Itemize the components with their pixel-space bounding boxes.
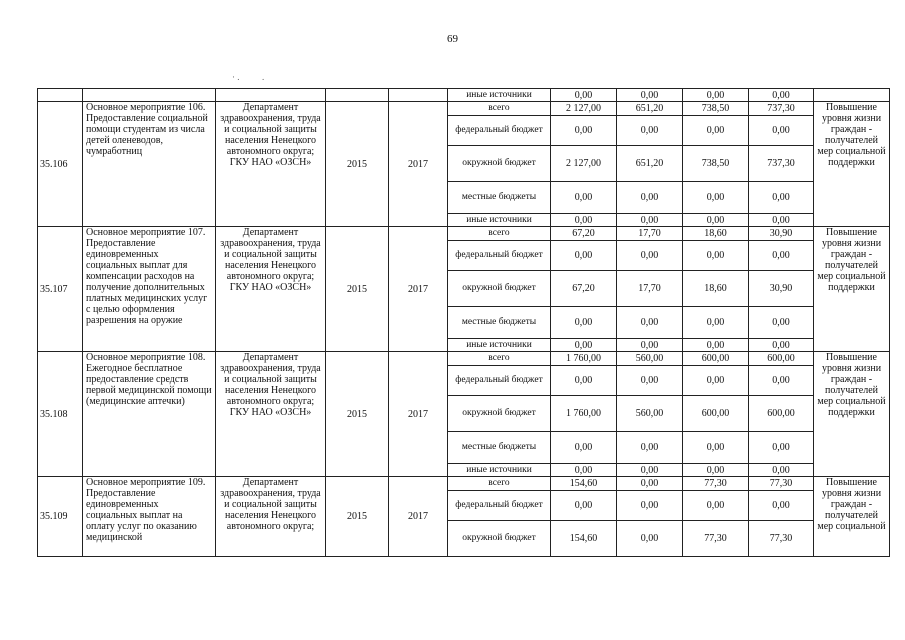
value-cell: 0,00 <box>617 116 683 146</box>
table-row <box>38 227 890 241</box>
value-cell: 0,00 <box>683 339 749 352</box>
scan-artifact: · . <box>232 72 240 82</box>
table-row <box>38 89 890 102</box>
measure-name: Основное мероприятие 106. Предоставление социальной помощи студентам из числа детей оленеводов, чумработниц <box>83 102 216 227</box>
measure-code: 35.108 <box>38 352 83 477</box>
value-cell: 0,00 <box>683 182 749 214</box>
program-table <box>37 88 890 557</box>
value-cell: 0,00 <box>551 116 617 146</box>
value-cell: 0,00 <box>551 464 617 477</box>
source-cell: иные источники <box>448 89 551 102</box>
source-cell: иные источники <box>448 464 551 477</box>
value-cell: 0,00 <box>683 491 749 521</box>
page-number: 69 <box>447 33 458 45</box>
source-cell: федеральный бюджет <box>448 116 551 146</box>
value-cell: 600,00 <box>749 352 814 366</box>
year-start: 2015 <box>326 352 389 477</box>
value-cell: 30,90 <box>749 227 814 241</box>
executor: Департамент здравоохранения, труда и социальной защиты населения Ненецкого автономного округа; ГКУ НАО «ОЗСН» <box>216 352 326 477</box>
value-cell: 0,00 <box>617 241 683 271</box>
value-cell: 0,00 <box>683 89 749 102</box>
source-cell: местные бюджеты <box>448 432 551 464</box>
value-cell: 0,00 <box>683 116 749 146</box>
year-end: 2017 <box>389 477 448 557</box>
table-row <box>38 477 890 491</box>
value-cell: 651,20 <box>617 146 683 182</box>
value-cell: 600,00 <box>683 396 749 432</box>
value-cell: 154,60 <box>551 477 617 491</box>
empty-cell <box>38 89 83 102</box>
value-cell: 0,00 <box>617 307 683 339</box>
value-cell: 18,60 <box>683 271 749 307</box>
value-cell: 0,00 <box>749 366 814 396</box>
value-cell: 0,00 <box>617 477 683 491</box>
source-cell: окружной бюджет <box>448 146 551 182</box>
value-cell: 0,00 <box>683 307 749 339</box>
value-cell: 738,50 <box>683 146 749 182</box>
value-cell: 0,00 <box>749 116 814 146</box>
value-cell: 0,00 <box>683 464 749 477</box>
value-cell: 0,00 <box>551 366 617 396</box>
source-cell: местные бюджеты <box>448 182 551 214</box>
executor: Департамент здравоохранения, труда и социальной защиты населения Ненецкого автономного округа; ГКУ НАО «ОЗСН» <box>216 102 326 227</box>
empty-cell <box>389 89 448 102</box>
value-cell: 0,00 <box>617 89 683 102</box>
value-cell: 0,00 <box>551 491 617 521</box>
value-cell: 0,00 <box>617 366 683 396</box>
table-row <box>38 352 890 366</box>
value-cell: 560,00 <box>617 352 683 366</box>
value-cell: 0,00 <box>551 182 617 214</box>
value-cell: 30,90 <box>749 271 814 307</box>
empty-cell <box>814 89 890 102</box>
value-cell: 0,00 <box>551 339 617 352</box>
measure-code: 35.106 <box>38 102 83 227</box>
value-cell: 2 127,00 <box>551 146 617 182</box>
value-cell: 737,30 <box>749 102 814 116</box>
value-cell: 1 760,00 <box>551 352 617 366</box>
source-cell: окружной бюджет <box>448 271 551 307</box>
source-cell: всего <box>448 227 551 241</box>
source-cell: всего <box>448 102 551 116</box>
source-cell: иные источники <box>448 214 551 227</box>
source-cell: окружной бюджет <box>448 396 551 432</box>
value-cell: 0,00 <box>749 491 814 521</box>
value-cell: 0,00 <box>749 182 814 214</box>
source-cell: окружной бюджет <box>448 521 551 557</box>
source-cell: местные бюджеты <box>448 307 551 339</box>
value-cell: 17,70 <box>617 227 683 241</box>
value-cell: 0,00 <box>749 339 814 352</box>
source-cell: федеральный бюджет <box>448 366 551 396</box>
value-cell: 67,20 <box>551 227 617 241</box>
measure-name: Основное мероприятие 108. Ежегодное бесплатное предоставление средств первой медицинской помощи (медицинские аптечки) <box>83 352 216 477</box>
value-cell: 560,00 <box>617 396 683 432</box>
value-cell: 0,00 <box>551 89 617 102</box>
empty-cell <box>216 89 326 102</box>
source-cell: всего <box>448 352 551 366</box>
value-cell: 0,00 <box>551 241 617 271</box>
value-cell: 600,00 <box>749 396 814 432</box>
value-cell: 0,00 <box>749 89 814 102</box>
measure-name: Основное мероприятие 107. Предоставление единовременных социальных выплат для компенсации расходов на получение дополнительных платных медицинских услуг с целью оформления разрешения на оружие <box>83 227 216 352</box>
value-cell: 77,30 <box>683 521 749 557</box>
value-cell: 0,00 <box>683 241 749 271</box>
value-cell: 67,20 <box>551 271 617 307</box>
value-cell: 18,60 <box>683 227 749 241</box>
value-cell: 651,20 <box>617 102 683 116</box>
value-cell: 0,00 <box>749 307 814 339</box>
source-cell: федеральный бюджет <box>448 241 551 271</box>
year-end: 2017 <box>389 102 448 227</box>
executor: Департамент здравоохранения, труда и социальной защиты населения Ненецкого автономного округа; <box>216 477 326 557</box>
value-cell: 77,30 <box>749 521 814 557</box>
value-cell: 0,00 <box>749 214 814 227</box>
result-cell: Повышение уровня жизни граждан - получателей мер социальной <box>814 477 890 557</box>
value-cell: 737,30 <box>749 146 814 182</box>
result-cell: Повышение уровня жизни граждан - получателей мер социальной поддержки <box>814 227 890 352</box>
year-start: 2015 <box>326 477 389 557</box>
source-cell: всего <box>448 477 551 491</box>
year-start: 2015 <box>326 227 389 352</box>
value-cell: 0,00 <box>551 307 617 339</box>
value-cell: 0,00 <box>617 491 683 521</box>
measure-name: Основное мероприятие 109. Предоставление единовременных социальных выплат на оплату услуг по оказанию медицинской <box>83 477 216 557</box>
value-cell: 0,00 <box>551 432 617 464</box>
year-start: 2015 <box>326 102 389 227</box>
value-cell: 738,50 <box>683 102 749 116</box>
value-cell: 0,00 <box>617 182 683 214</box>
value-cell: 0,00 <box>617 521 683 557</box>
value-cell: 0,00 <box>551 214 617 227</box>
value-cell: 0,00 <box>683 366 749 396</box>
value-cell: 0,00 <box>683 432 749 464</box>
value-cell: 0,00 <box>749 464 814 477</box>
result-cell: Повышение уровня жизни граждан - получателей мер социальной поддержки <box>814 102 890 227</box>
value-cell: 0,00 <box>617 432 683 464</box>
source-cell: федеральный бюджет <box>448 491 551 521</box>
value-cell: 0,00 <box>617 464 683 477</box>
value-cell: 17,70 <box>617 271 683 307</box>
value-cell: 77,30 <box>683 477 749 491</box>
value-cell: 0,00 <box>749 432 814 464</box>
table-row <box>38 102 890 116</box>
source-cell: иные источники <box>448 339 551 352</box>
measure-code: 35.109 <box>38 477 83 557</box>
year-end: 2017 <box>389 352 448 477</box>
scan-artifact: . <box>262 72 265 82</box>
value-cell: 77,30 <box>749 477 814 491</box>
value-cell: 2 127,00 <box>551 102 617 116</box>
value-cell: 0,00 <box>683 214 749 227</box>
value-cell: 0,00 <box>749 241 814 271</box>
value-cell: 0,00 <box>617 339 683 352</box>
value-cell: 1 760,00 <box>551 396 617 432</box>
measure-code: 35.107 <box>38 227 83 352</box>
empty-cell <box>326 89 389 102</box>
result-cell: Повышение уровня жизни граждан - получателей мер социальной поддержки <box>814 352 890 477</box>
value-cell: 600,00 <box>683 352 749 366</box>
empty-cell <box>83 89 216 102</box>
value-cell: 0,00 <box>617 214 683 227</box>
value-cell: 154,60 <box>551 521 617 557</box>
year-end: 2017 <box>389 227 448 352</box>
executor: Департамент здравоохранения, труда и социальной защиты населения Ненецкого автономного округа; ГКУ НАО «ОЗСН» <box>216 227 326 352</box>
